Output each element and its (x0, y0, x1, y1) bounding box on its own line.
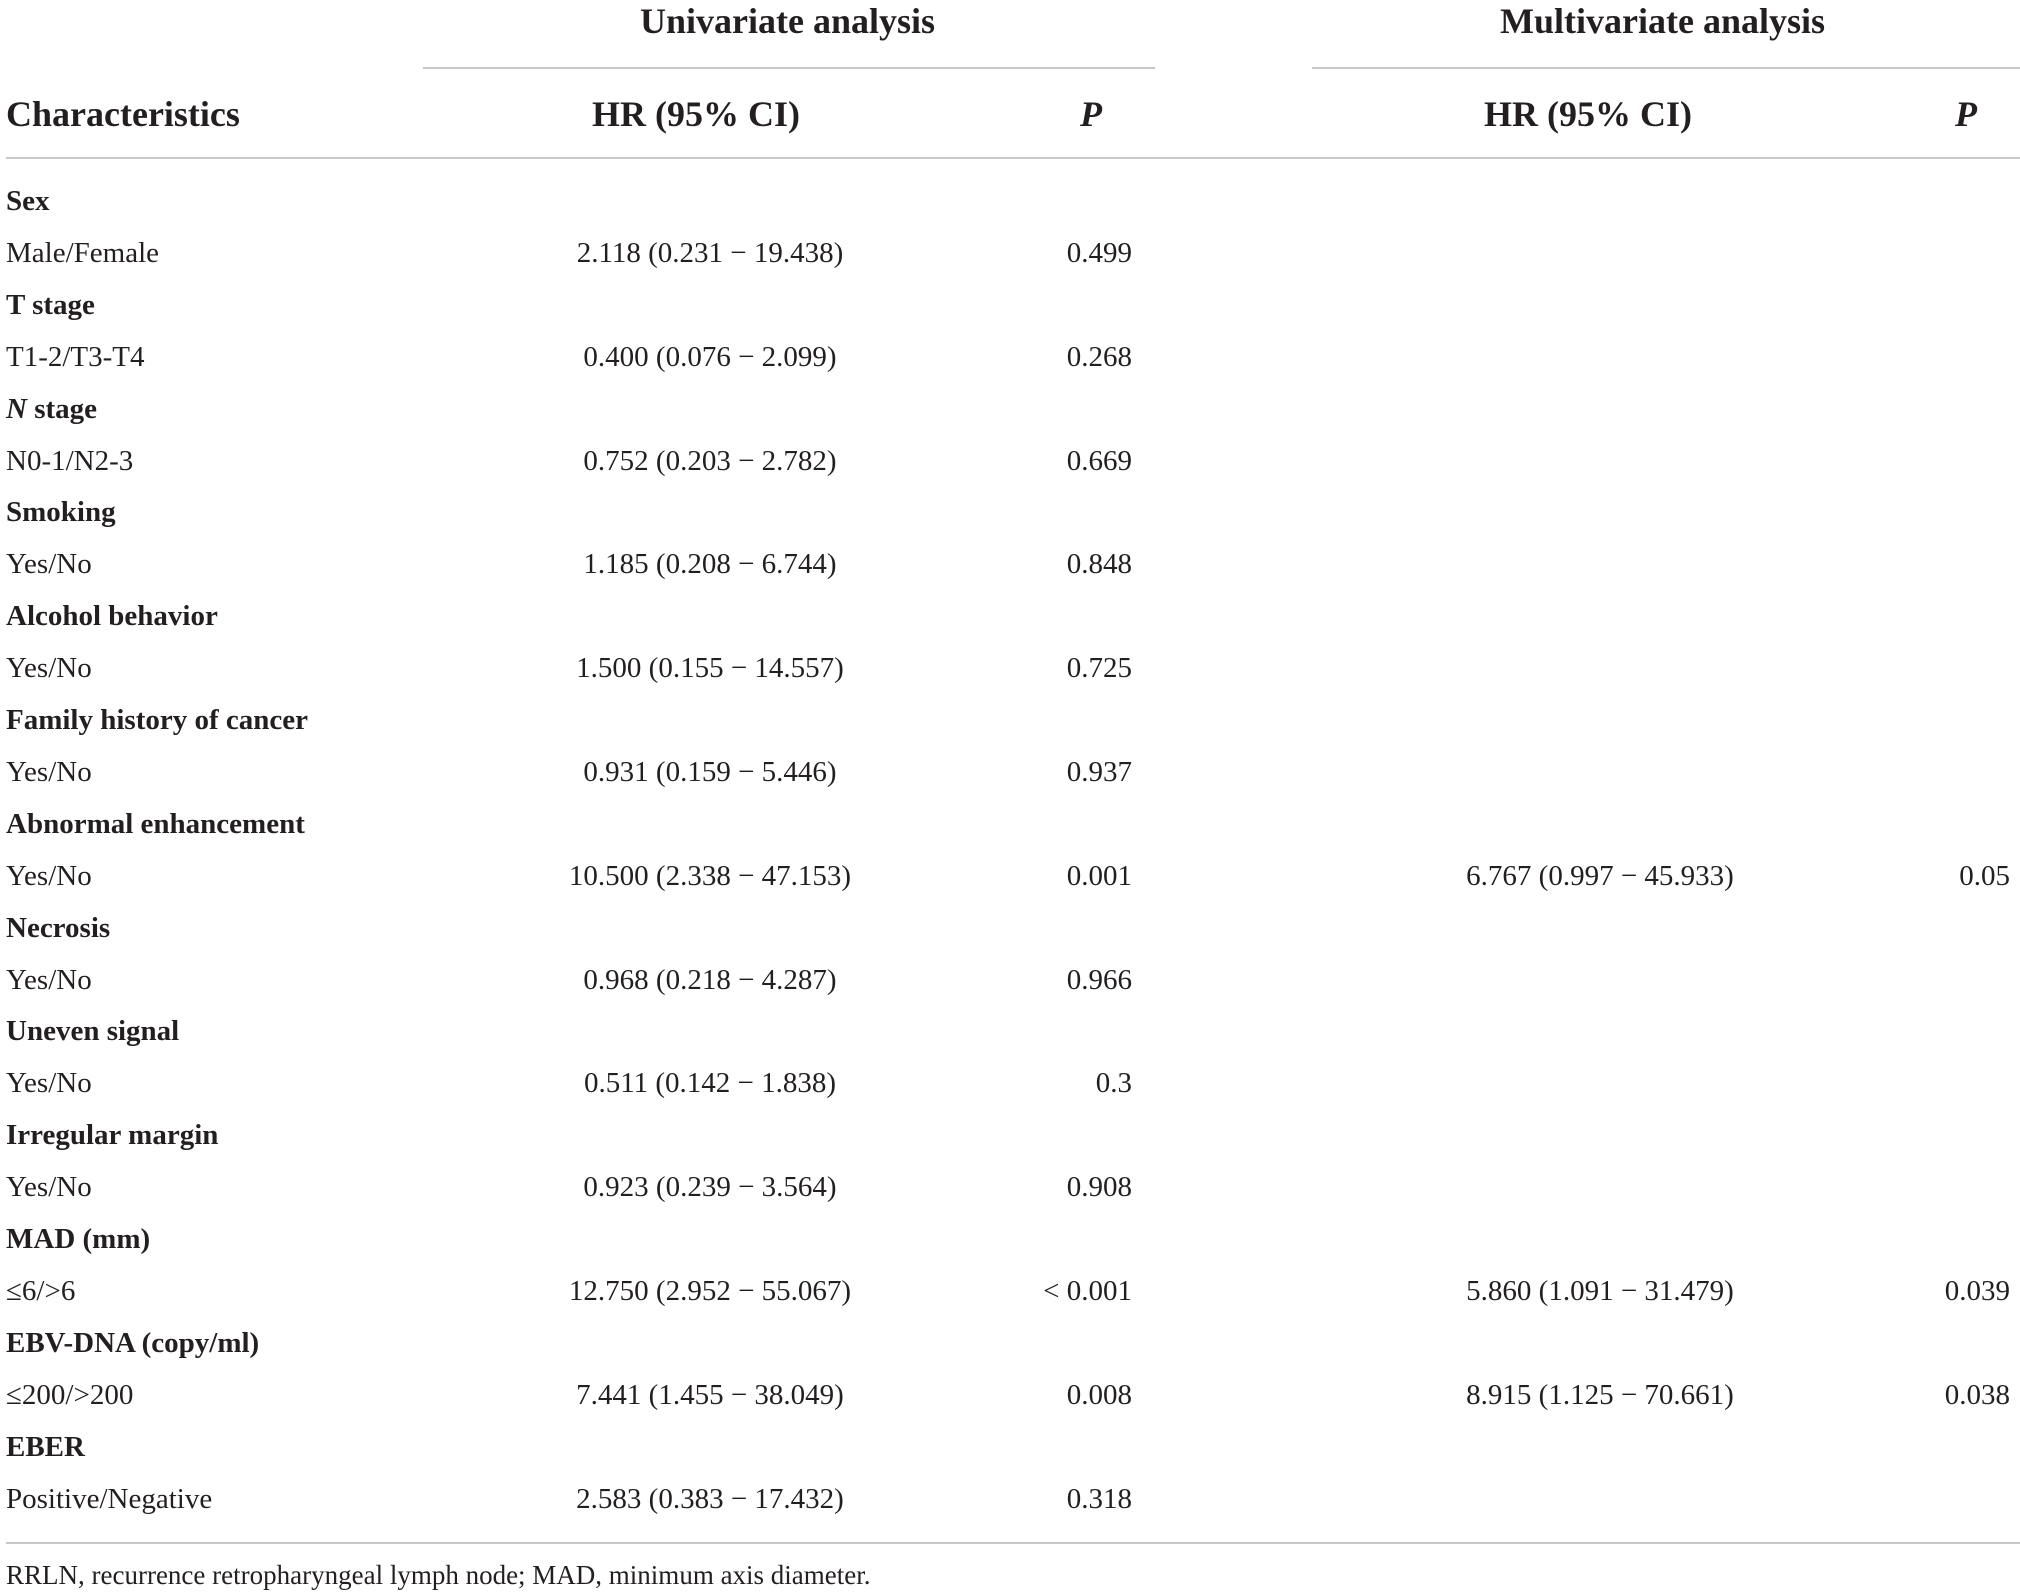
multi-p-cell: 0.038 (1944, 1379, 2010, 1411)
multi-p-cell: 0.039 (1944, 1275, 2010, 1307)
uni-p-cell: 0.966 (1066, 964, 1132, 996)
group-label: EBER (6, 1431, 85, 1463)
multi-hr-cell: 8.915 (1.125 − 70.661) (1466, 1379, 1734, 1411)
uni-p-cell: 0.725 (1066, 652, 1132, 684)
univariate-rule (423, 67, 1155, 69)
uni-p-cell: 0.908 (1066, 1171, 1132, 1203)
uni-p-header: P (1080, 94, 1102, 134)
multivariate-header: Multivariate analysis (1500, 1, 1825, 41)
uni-p-cell: 0.001 (1066, 860, 1132, 892)
bottom-rule (6, 1542, 2020, 1544)
group-label: Sex (6, 185, 50, 217)
group-label: EBV-DNA (copy/ml) (6, 1327, 260, 1359)
multi-hr-header: HR (95% CI) (1484, 94, 1692, 134)
uni-p-cell: 0.318 (1066, 1483, 1132, 1515)
group-label: Family history of cancer (6, 704, 309, 736)
uni-hr-cell: 2.583 (0.383 − 17.432) (576, 1483, 844, 1515)
uni-hr-cell: 0.511 (0.142 − 1.838) (583, 1067, 837, 1099)
row-label: ≤200/>200 (6, 1379, 134, 1411)
row-label: Yes/No (6, 1171, 92, 1203)
multi-hr-cell: 6.767 (0.997 − 45.933) (1466, 860, 1734, 892)
row-label: Yes/No (6, 756, 92, 788)
univariate-header: Univariate analysis (640, 1, 936, 41)
group-label-italic-part: N (6, 393, 27, 425)
multi-p-header: P (1955, 94, 1977, 134)
uni-p-cell: 0.008 (1066, 1379, 1132, 1411)
uni-hr-cell: 10.500 (2.338 − 47.153) (568, 860, 852, 892)
group-label: Smoking (6, 496, 116, 528)
row-label: Positive/Negative (6, 1483, 213, 1515)
uni-hr-cell: 0.400 (0.076 − 2.099) (583, 341, 837, 373)
group-label (6, 393, 97, 426)
uni-p-cell: < 0.001 (1043, 1275, 1132, 1307)
multi-hr-cell: 5.860 (1.091 − 31.479) (1466, 1275, 1734, 1307)
uni-p-cell: 0.268 (1066, 341, 1132, 373)
multivariate-rule (1312, 67, 2020, 69)
row-label: Male/Female (6, 237, 160, 269)
group-label: Alcohol behavior (6, 600, 218, 632)
group-label: Necrosis (6, 912, 111, 944)
uni-hr-cell: 7.441 (1.455 − 38.049) (576, 1379, 844, 1411)
uni-hr-cell: 2.118 (0.231 − 19.438) (576, 237, 844, 269)
group-label: T stage (6, 289, 95, 321)
header-rule (6, 157, 2020, 159)
row-label: Yes/No (6, 652, 92, 684)
uni-p-cell: 0.499 (1066, 237, 1132, 269)
row-label: T1-2/T3-T4 (6, 341, 145, 373)
uni-hr-cell: 0.752 (0.203 − 2.782) (583, 445, 837, 477)
uni-p-cell: 0.3 (1095, 1067, 1132, 1099)
group-label: Irregular margin (6, 1119, 219, 1151)
row-label: Yes/No (6, 1067, 92, 1099)
uni-hr-header: HR (95% CI) (592, 94, 800, 134)
row-label: N0-1/N2-3 (6, 445, 134, 477)
group-label: Uneven signal (6, 1015, 180, 1047)
multi-p-cell: 0.05 (1959, 860, 2010, 892)
uni-p-cell: 0.937 (1066, 756, 1132, 788)
row-label: Yes/No (6, 860, 92, 892)
characteristics-header: Characteristics (6, 94, 240, 134)
uni-hr-cell: 1.500 (0.155 − 14.557) (576, 652, 844, 684)
row-label: Yes/No (6, 964, 92, 996)
uni-p-cell: 0.669 (1066, 445, 1132, 477)
row-label: Yes/No (6, 548, 92, 580)
uni-p-cell: 0.848 (1066, 548, 1132, 580)
uni-hr-cell: 0.968 (0.218 − 4.287) (583, 964, 837, 996)
group-label: Abnormal enhancement (6, 808, 305, 840)
table-footnote: RRLN, recurrence retropharyngeal lymph node; MAD, minimum axis diameter. (6, 1560, 871, 1590)
row-label: ≤6/>6 (6, 1275, 76, 1307)
uni-hr-cell: 0.923 (0.239 − 3.564) (583, 1171, 837, 1203)
uni-hr-cell: 12.750 (2.952 − 55.067) (568, 1275, 852, 1307)
uni-hr-cell: 1.185 (0.208 − 6.744) (583, 548, 837, 580)
uni-hr-cell: 0.931 (0.159 − 5.446) (583, 756, 837, 788)
group-label: MAD (mm) (6, 1223, 151, 1255)
group-label-rest: stage (26, 393, 98, 425)
